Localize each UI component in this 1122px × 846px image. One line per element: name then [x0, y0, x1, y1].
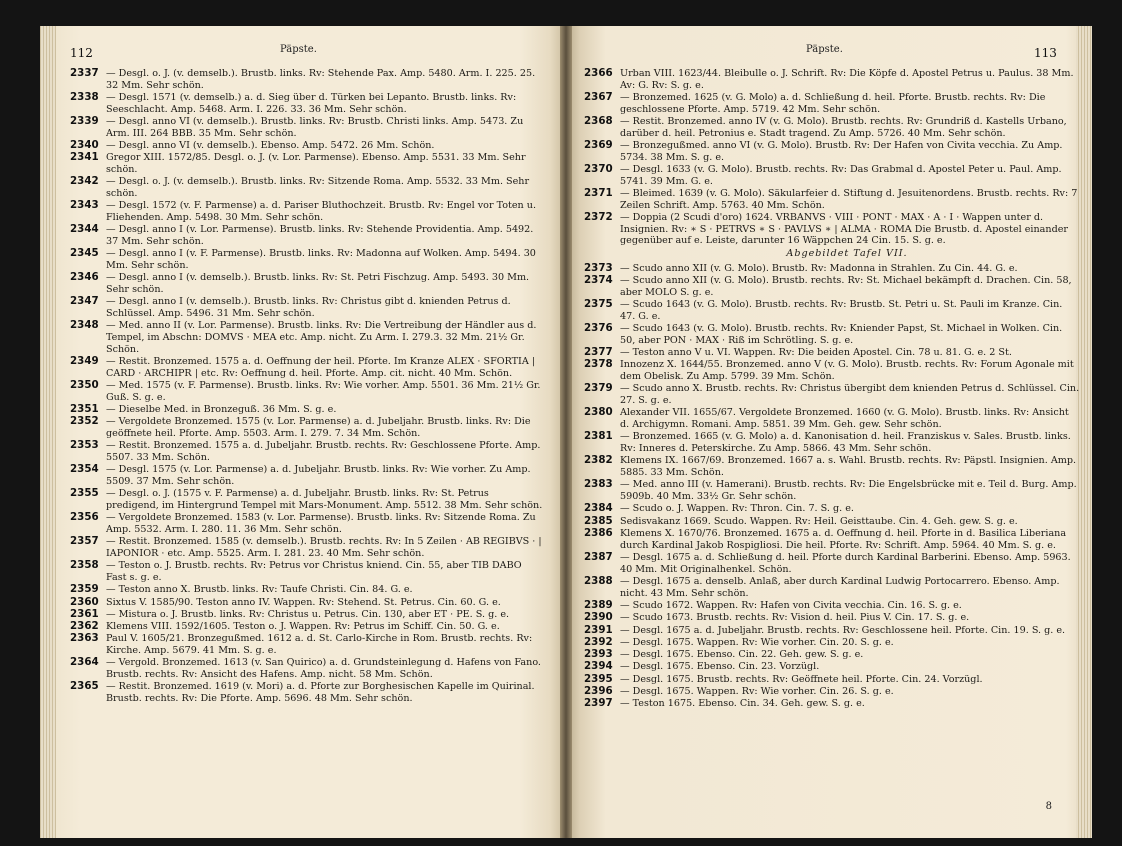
lot-number: 2372 [584, 211, 613, 223]
lot-number: 2344 [70, 223, 99, 236]
page-number: 112 [70, 46, 93, 60]
lot-number: 2395 [584, 672, 613, 685]
lot-description: — Desgl. 1675 a. d. Jubeljahr. Brustb. rechts. Rv: Geschlossene heil. Pforte. Cin. 19. S. g. e. [620, 624, 1066, 636]
catalog-entry [70, 488, 544, 511]
lot-number: 2358 [70, 559, 99, 572]
lot-description: — Desgl. 1572 (v. F. Parmense) a. d. Pariser Bluthochzeit. Brustb. Rv: Engel vor Toten u. Fliehenden. Amp. 5498. 30 Mm. Sehr schön. [106, 200, 537, 223]
catalog-entry [584, 672, 1080, 686]
catalog-entry [70, 560, 544, 583]
lot-number: 2352 [70, 415, 99, 428]
catalog-entry [70, 152, 544, 175]
lot-number: 2392 [584, 635, 613, 648]
lot-number: 2340 [70, 139, 99, 151]
catalog-entry [70, 380, 544, 403]
lot-number: 2388 [584, 575, 613, 587]
catalog-entry [584, 478, 1080, 503]
catalog-entry [584, 67, 1080, 91]
lot-description: — Med. 1575 (v. F. Parmense). Brustb. links. Rv: Wie vorher. Amp. 5501. 36 Mm. 21½ Gr. Guß. S. g. e. [106, 380, 541, 403]
lot-number: 2357 [70, 535, 99, 548]
lot-description: — Bronzegußmed. anno VI (v. G. Molo). Brustb. Rv: Der Hafen von Civita vecchia. Zu Amp. 5734. 38 Mm. S. g. e. [620, 140, 1063, 163]
catalog-entry [70, 92, 544, 115]
lot-description: — Desgl. 1675 a. denselb. Anlaß, aber durch Kardinal Ludwig Portocarrero. Ebenso. Amp. nicht. 43 Mm. Sehr schön. [620, 576, 1060, 599]
lot-description: — Desgl. anno I (v. Lor. Parmense). Brustb. links. Rv: Stehende Providentia. Amp. 5492. 37 Mm. Sehr schön. [106, 224, 534, 247]
lot-description: — Doppia (2 Scudi d'oro) 1624. VRBANVS · VIII · PONT · MAX · A · I · Wappen unter d. Insignien. Rv: ∗ S · PETRVS ∗ S · PAVLVS ∗ | ALMA · ROMA Die Brustb. d. Apostel einander gegenüber auf e. Leiste, darunter 16 Wäppchen 24 Cin. 15. S. g. e. [620, 212, 1068, 247]
lot-description: — Teston anno V u. VI. Wappen. Rv: Die beiden Apostel. Cin. 78 u. 81. G. e. 2 St. [620, 347, 1012, 359]
lot-description: — Med. anno III (v. Hamerani). Brustb. rechts. Rv: Die Engelsbrücke mit e. Teil d. Burg. Amp. 5909b. 40 Mm. 33½ Gr. Sehr schön. [620, 479, 1077, 503]
lot-description: — Desgl. 1575 (v. Lor. Parmense) a. d. Jubeljahr. Brustb. links. Rv: Wie vorher. Zu Amp. 5509. 37 Mm. Sehr schön. [106, 464, 531, 487]
catalog-entry [584, 115, 1080, 139]
catalog-entry [70, 404, 544, 416]
catalog-entry [70, 356, 544, 379]
catalog-entry [70, 621, 544, 633]
catalog-entry [584, 502, 1080, 515]
catalog-entry [584, 575, 1080, 599]
lot-number: 2356 [70, 511, 99, 524]
catalog-entry [70, 597, 544, 609]
lot-description: — Desgl. 1675. Wappen. Rv: Wie vorher. Cin. 20. S. g. e. [620, 636, 894, 648]
lot-number: 2375 [584, 298, 613, 311]
lot-number: 2386 [584, 527, 613, 539]
lot-number: 2368 [584, 115, 613, 127]
lot-number: 2360 [70, 595, 99, 608]
lot-description: — Restit. Bronzemed. 1619 (v. Mori) a. d. Pforte zur Borghesischen Kapelle im Quirinal. Brustb. rechts. Rv: Die Pforte. Amp. 5696. 48 Mm. Sehr schön. [106, 681, 535, 705]
lot-description: — Restit. Bronzemed. 1575 a. d. Jubeljahr. Brustb. rechts. Rv: Geschlossene Pforte. Amp. 5507. 33 Mm. Schön. [106, 440, 541, 463]
lot-number: 2373 [584, 261, 613, 274]
lot-description: Sixtus V. 1585/90. Teston anno IV. Wappen. Rv: Stehend. St. Petrus. Cin. 60. G. e. [106, 596, 501, 608]
lot-description: — Desgl. o. J. (1575 v. F. Parmense) a. d. Jubeljahr. Brustb. links. Rv: St. Petrus predigend, im Hintergrund Tempel mit Mars-Monument. Amp. 5512. 38 Mm. Sehr schön. [106, 488, 543, 511]
signature-mark: 8 [1045, 801, 1052, 812]
lot-number: 2362 [70, 620, 99, 633]
lot-number: 2351 [70, 403, 99, 415]
lot-description: — Scudo 1672. Wappen. Rv: Hafen von Civita vecchia. Cin. 16. S. g. e. [620, 600, 962, 611]
lot-number: 2361 [70, 607, 99, 620]
catalog-entry [584, 660, 1080, 673]
catalog-entry [70, 224, 544, 247]
lot-description: — Med. anno II (v. Lor. Parmense). Brustb. links. Rv: Die Vertreibung der Händler aus d. Tempel, im Abschn: DOMVS · MEA etc. Amp. nicht. Zu Arm. I. 279.3. 32 Mm. 21½ Gr. Schön. [106, 320, 537, 355]
lot-description: — Restit. Bronzemed. 1585 (v. demselb.). Brustb. rechts. Rv: In 5 Zeilen · AB REGIBVS · | IAPONIOR · etc. Amp. 5525. Arm. I. 281. 23. 40 Mm. Sehr schön. [106, 536, 542, 559]
catalog-entry [70, 440, 544, 463]
catalog-entry [584, 298, 1080, 322]
lot-description: — Desgl. 1675. Ebenso. Cin. 23. Vorzügl. [620, 661, 820, 673]
catalog-entry [70, 248, 544, 271]
page-edge [40, 26, 56, 838]
lot-number: 2347 [70, 295, 99, 308]
lot-description: — Scudo 1643 (v. G. Molo). Brustb. rechts. Rv: Kniender Papst, St. Michael in Wolken. Cin. 50, aber PON · MAX · Riß im Schrötling. S. g. e. [620, 323, 1063, 346]
lot-description: — Scudo 1643 (v. G. Molo). Brustb. rechts. Rv: Brustb. St. Petri u. St. Pauli im Kranze. Cin. 47. G. e. [620, 299, 1063, 322]
lot-number: 2387 [584, 551, 613, 563]
catalog-entry [584, 358, 1080, 383]
lot-description: Gregor XIII. 1572/85. Desgl. o. J. (v. Lor. Parmense). Ebenso. Amp. 5531. 33 Mm. Sehr schön. [106, 152, 526, 175]
catalog-entry [584, 430, 1080, 455]
lot-number: 2342 [70, 175, 99, 188]
lot-description: — Scudo anno XII (v. G. Molo). Brustb. Rv: Madonna in Strahlen. Zu Cin. 44. G. e. [620, 262, 1018, 274]
running-head: Päpste. [806, 44, 843, 55]
catalog-entry [70, 296, 544, 319]
lot-description: — Teston 1675. Ebenso. Cin. 34. Geh. gew. S. g. e. [620, 698, 865, 710]
catalog-entry [584, 163, 1080, 187]
lot-description: Klemens IX. 1667/69. Bronzemed. 1667 a. s. Wahl. Brustb. rechts. Rv: Päpstl. Insignien. Amp. 5885. 33 Mm. Schön. [620, 455, 1077, 479]
catalog-entry [584, 685, 1080, 698]
catalog-entry [70, 464, 544, 487]
lot-number: 2396 [584, 685, 613, 698]
lot-description: — Desgl. 1675. Ebenso. Cin. 22. Geh. gew. S. g. e. [620, 649, 864, 661]
lot-number: 2394 [584, 660, 613, 673]
lot-number: 2381 [584, 430, 613, 443]
lot-description: — Desgl. 1675 a. d. Schließung d. heil. Pforte durch Kardinal Barberini. Ebenso. Amp. 5963. 40 Mm. Mit Originalhenkel. Schön. [620, 552, 1071, 575]
catalog-entry [70, 633, 544, 656]
catalog-entry [70, 272, 544, 295]
lot-number: 2355 [70, 487, 99, 500]
lot-number: 2338 [70, 91, 99, 103]
catalog-entry [70, 320, 544, 355]
catalog-entry [584, 274, 1080, 298]
lot-number: 2397 [584, 697, 613, 710]
lot-description: Sedisvakanz 1669. Scudo. Wappen. Rv: Heil. Geisttaube. Cin. 4. Geh. gew. S. g. e. [620, 515, 1018, 527]
lot-number: 2370 [584, 163, 613, 175]
catalog-entry [70, 68, 544, 91]
lot-number: 2383 [584, 478, 613, 491]
lot-number: 2367 [584, 91, 613, 103]
page-number: 113 [1034, 46, 1057, 60]
lot-description: — Restit. Bronzemed. anno IV (v. G. Molo). Brustb. rechts. Rv: Grundriß d. Kastells Urbano, darüber d. heil. Petronius e. Stadt tragend. Zu Amp. 5726. 40 Mm. Sehr schön. [620, 116, 1067, 139]
catalog-entry [584, 406, 1080, 431]
catalog-entry [70, 584, 544, 596]
catalog-entry [70, 116, 544, 139]
lot-number: 2366 [584, 67, 613, 79]
lot-description: — Desgl. anno I (v. F. Parmense). Brustb. links. Rv: Madonna auf Wolken. Amp. 5494. 30 Mm. Sehr schön. [106, 248, 536, 271]
lot-number: 2345 [70, 247, 99, 260]
lot-number: 2385 [584, 514, 613, 527]
lot-number: 2376 [584, 322, 613, 335]
lot-number: 2369 [584, 139, 613, 151]
lot-description: — Scudo 1673. Brustb. rechts. Rv: Vision d. heil. Pius V. Cin. 17. S. g. e. [620, 612, 970, 624]
lot-number: 2382 [584, 454, 613, 467]
lot-description: — Bleimed. 1639 (v. G. Molo). Säkularfeier d. Stiftung d. Jesuitenordens. Brustb. rechts. Rv: 7 Zeilen Schrift. Amp. 5763. 40 Mm. Schön. [620, 188, 1078, 211]
catalog-entry [584, 261, 1080, 275]
catalog-entry [70, 176, 544, 199]
lot-number: 2343 [70, 199, 99, 212]
catalog-entry [584, 635, 1080, 649]
lot-number: 2393 [584, 648, 613, 661]
lot-number: 2380 [584, 406, 613, 419]
lot-description: — Vergoldete Bronzemed. 1575 (v. Lor. Parmense) a. d. Jubeljahr. Brustb. links. Rv: Die geöffnete heil. Pforte. Amp. 5503. Arm. I. 279. 7. 34 Mm. Schön. [106, 416, 531, 439]
catalog-entry [584, 91, 1080, 115]
lot-description: — Scudo anno X. Brustb. rechts. Rv: Christus übergibt dem knienden Petrus d. Schlüssel. Cin. 27. S. g. e. [620, 383, 1080, 407]
catalog-entry [584, 139, 1080, 163]
catalog-entry [70, 512, 544, 535]
lot-description: — Desgl. o. J. (v. demselb.). Brustb. links. Rv: Stehende Pax. Amp. 5480. Arm. I. 225. 25. 32 Mm. Sehr schön. [106, 68, 536, 91]
catalog-entry [70, 416, 544, 439]
lot-description: — Teston o. J. Brustb. rechts. Rv: Petrus vor Christus kniend. Cin. 55, aber TIB DABO Fast s. g. e. [106, 560, 522, 583]
lot-description: — Desgl. 1633 (v. G. Molo). Brustb. rechts. Rv: Das Grabmal d. Apostel Peter u. Paul. Amp. 5741. 39 Mm. G. e. [620, 164, 1062, 187]
lot-description: — Desgl. anno I (v. demselb.). Brustb. links. Rv: Christus gibt d. knienden Petrus d. Schlüssel. Amp. 5496. 31 Mm. Sehr schön. [106, 296, 511, 319]
lot-description: Paul V. 1605/21. Bronzegußmed. 1612 a. d. St. Carlo-Kirche in Rom. Brustb. rechts. Rv: Kirche. Amp. 5679. 41 Mm. S. g. e. [106, 633, 533, 657]
running-head: Päpste. [280, 44, 317, 55]
lot-number: 2363 [70, 632, 99, 645]
lot-description: — Desgl. 1675. Wappen. Rv: Wie vorher. Cin. 26. S. g. e. [620, 686, 894, 698]
lot-description: Alexander VII. 1655/67. Vergoldete Bronzemed. 1660 (v. G. Molo). Brustb. links. Rv: Ansicht d. Archigymn. Romani. Amp. 5851. 39 Mm. Geh. gew. Sehr schön. [620, 407, 1069, 431]
catalog-entry [584, 611, 1080, 624]
lot-number: 2350 [70, 379, 99, 391]
lot-number: 2341 [70, 151, 99, 164]
catalog-entry [584, 551, 1080, 575]
catalog-entry [584, 382, 1080, 407]
lot-description: Klemens X. 1670/76. Bronzemed. 1675 a. d. Oeffnung d. heil. Pforte in d. Basilica Liberiana durch Kardinal Jakob Rospigliosi. Die heil. Pforte. Rv: Schrift. Amp. 5964. 40 Mm. S. g. e. [620, 528, 1067, 551]
catalog-entry [584, 211, 1080, 247]
lot-description: — Scudo anno XII (v. G. Molo). Brustb. rechts. Rv: St. Michael bekämpft d. Drachen. Cin. 58, aber MOLO S. g. e. [620, 275, 1072, 298]
lot-description: — Desgl. 1571 (v. demselb.) a. d. Sieg über d. Türken bei Lepanto. Brustb. links. Rv: Seeschlacht. Amp. 5468. Arm. I. 226. 33. 36 Mm. Sehr schön. [106, 92, 517, 115]
lot-number: 2384 [584, 502, 613, 515]
open-book [40, 26, 1092, 838]
lot-description: — Desgl. 1675. Brustb. rechts. Rv: Geöffnete heil. Pforte. Cin. 24. Vorzügl. [620, 673, 983, 685]
lot-number: 2379 [584, 382, 613, 395]
lot-number: 2339 [70, 115, 99, 127]
lot-number: 2390 [584, 611, 613, 624]
catalog-entry [584, 599, 1080, 612]
catalog-entry [584, 697, 1080, 710]
lot-description: — Mistura o. J. Brustb. links. Rv: Christus u. Petrus. Cin. 130, aber ET · PE. S. g. e. [106, 608, 510, 620]
lot-description: — Restit. Bronzemed. 1575 a. d. Oeffnung der heil. Pforte. Im Kranze ALEX · SFORTIA | CARD · ARCHIPR | etc. Rv: Oeffnung d. heil. Pforte. Amp. cit. nicht. 40 Mm. Schön. [106, 356, 536, 379]
entry-column [70, 68, 544, 705]
lot-description: Klemens VIII. 1592/1605. Teston o. J. Wappen. Rv: Petrus im Schiff. Cin. 50. G. e. [106, 621, 500, 633]
lot-description: — Desgl. anno I (v. demselb.). Brustb. links. Rv: St. Petri Fischzug. Amp. 5493. 30 Mm. Sehr schön. [106, 272, 530, 295]
catalog-entry [70, 681, 544, 704]
lot-number: 2389 [584, 599, 613, 611]
lot-number: 2359 [70, 583, 99, 596]
lot-description: — Bronzemed. 1625 (v. G. Molo) a. d. Schließung d. heil. Pforte. Brustb. rechts. Rv: Die geschlossene Pforte. Amp. 5719. 42 Mm. Sehr schön. [620, 92, 1046, 115]
catalog-entry [584, 187, 1080, 211]
lot-number: 2349 [70, 355, 99, 367]
lot-description: — Vergoldete Bronzemed. 1583 (v. Lor. Parmense). Brustb. links. Rv: Sitzende Roma. Zu Amp. 5532. Arm. I. 280. 11. 36 Mm. Sehr schön. [106, 512, 536, 535]
lot-number: 2364 [70, 656, 99, 669]
lot-description: — Scudo o. J. Wappen. Rv: Thron. Cin. 7. S. g. e. [620, 503, 854, 515]
lot-description: Innozenz X. 1644/55. Bronzemed. anno V (v. G. Molo). Brustb. rechts. Rv: Forum Agonale mit dem Obelisk. Zu Amp. 5799. 39 Mm. Schön. [620, 359, 1074, 383]
catalog-entry [70, 657, 544, 680]
lot-number: 2337 [70, 67, 99, 79]
lot-number: 2346 [70, 271, 99, 284]
catalog-entry [584, 514, 1080, 528]
catalog-entry [70, 609, 544, 621]
entry-column [584, 67, 1080, 711]
lot-number: 2374 [584, 274, 613, 287]
lot-description: — Bronzemed. 1665 (v. G. Molo) a. d. Kanonisation d. heil. Franziskus v. Sales. Brustb. links. Rv: Inneres d. Peterskirche. Zu Amp. 5866. 43 Mm. Sehr schön. [620, 431, 1071, 455]
book-gutter [560, 26, 572, 838]
catalog-entry [70, 200, 544, 223]
lot-description: — Teston anno X. Brustb. links. Rv: Taufe Christi. Cin. 84. G. e. [106, 584, 413, 596]
lot-number: 2377 [584, 346, 613, 359]
lot-number: 2378 [584, 358, 613, 371]
lot-number: 2391 [584, 623, 613, 636]
lot-description: — Dieselbe Med. in Bronzeguß. 36 Mm. S. g. e. [106, 404, 337, 415]
catalog-entry [584, 322, 1080, 346]
catalog-entry [584, 648, 1080, 661]
right-page [566, 26, 1092, 838]
lot-description: — Desgl. anno VI (v. demselb.). Brustb. links. Rv: Brustb. Christi links. Amp. 5473. Zu Arm. III. 264 BBB. 35 Mm. Sehr schön. [106, 116, 524, 139]
left-page [40, 26, 566, 838]
lot-number: 2365 [70, 680, 99, 693]
lot-description: — Desgl. o. J. (v. demselb.). Brustb. links. Rv: Sitzende Roma. Amp. 5532. 33 Mm. Sehr schön. [106, 176, 530, 199]
plate-caption: Abgebildet Tafel VII. [786, 248, 908, 260]
catalog-entry [70, 140, 544, 152]
lot-number: 2348 [70, 319, 99, 332]
catalog-entry [584, 623, 1080, 637]
catalog-entry [70, 536, 544, 559]
lot-number: 2354 [70, 463, 99, 476]
lot-description: — Vergold. Bronzemed. 1613 (v. San Quirico) a. d. Grundsteinlegung d. Hafens von Fano. Brustb. rechts. Rv: Ansicht des Hafens. Amp. nicht. 58 Mm. Schön. [106, 657, 541, 681]
lot-description: — Desgl. anno VI (v. demselb.). Ebenso. Amp. 5472. 26 Mm. Schön. [106, 140, 435, 151]
lot-description: Urban VIII. 1623/44. Bleibulle o. J. Schrift. Rv: Die Köpfe d. Apostel Petrus u. Paulus. 38 Mm. Av: G. Rv: S. g. e. [620, 68, 1074, 91]
catalog-entry [584, 527, 1080, 551]
catalog-entry [584, 346, 1080, 359]
catalog-entry [584, 454, 1080, 479]
lot-number: 2353 [70, 439, 99, 452]
lot-number: 2371 [584, 187, 613, 199]
